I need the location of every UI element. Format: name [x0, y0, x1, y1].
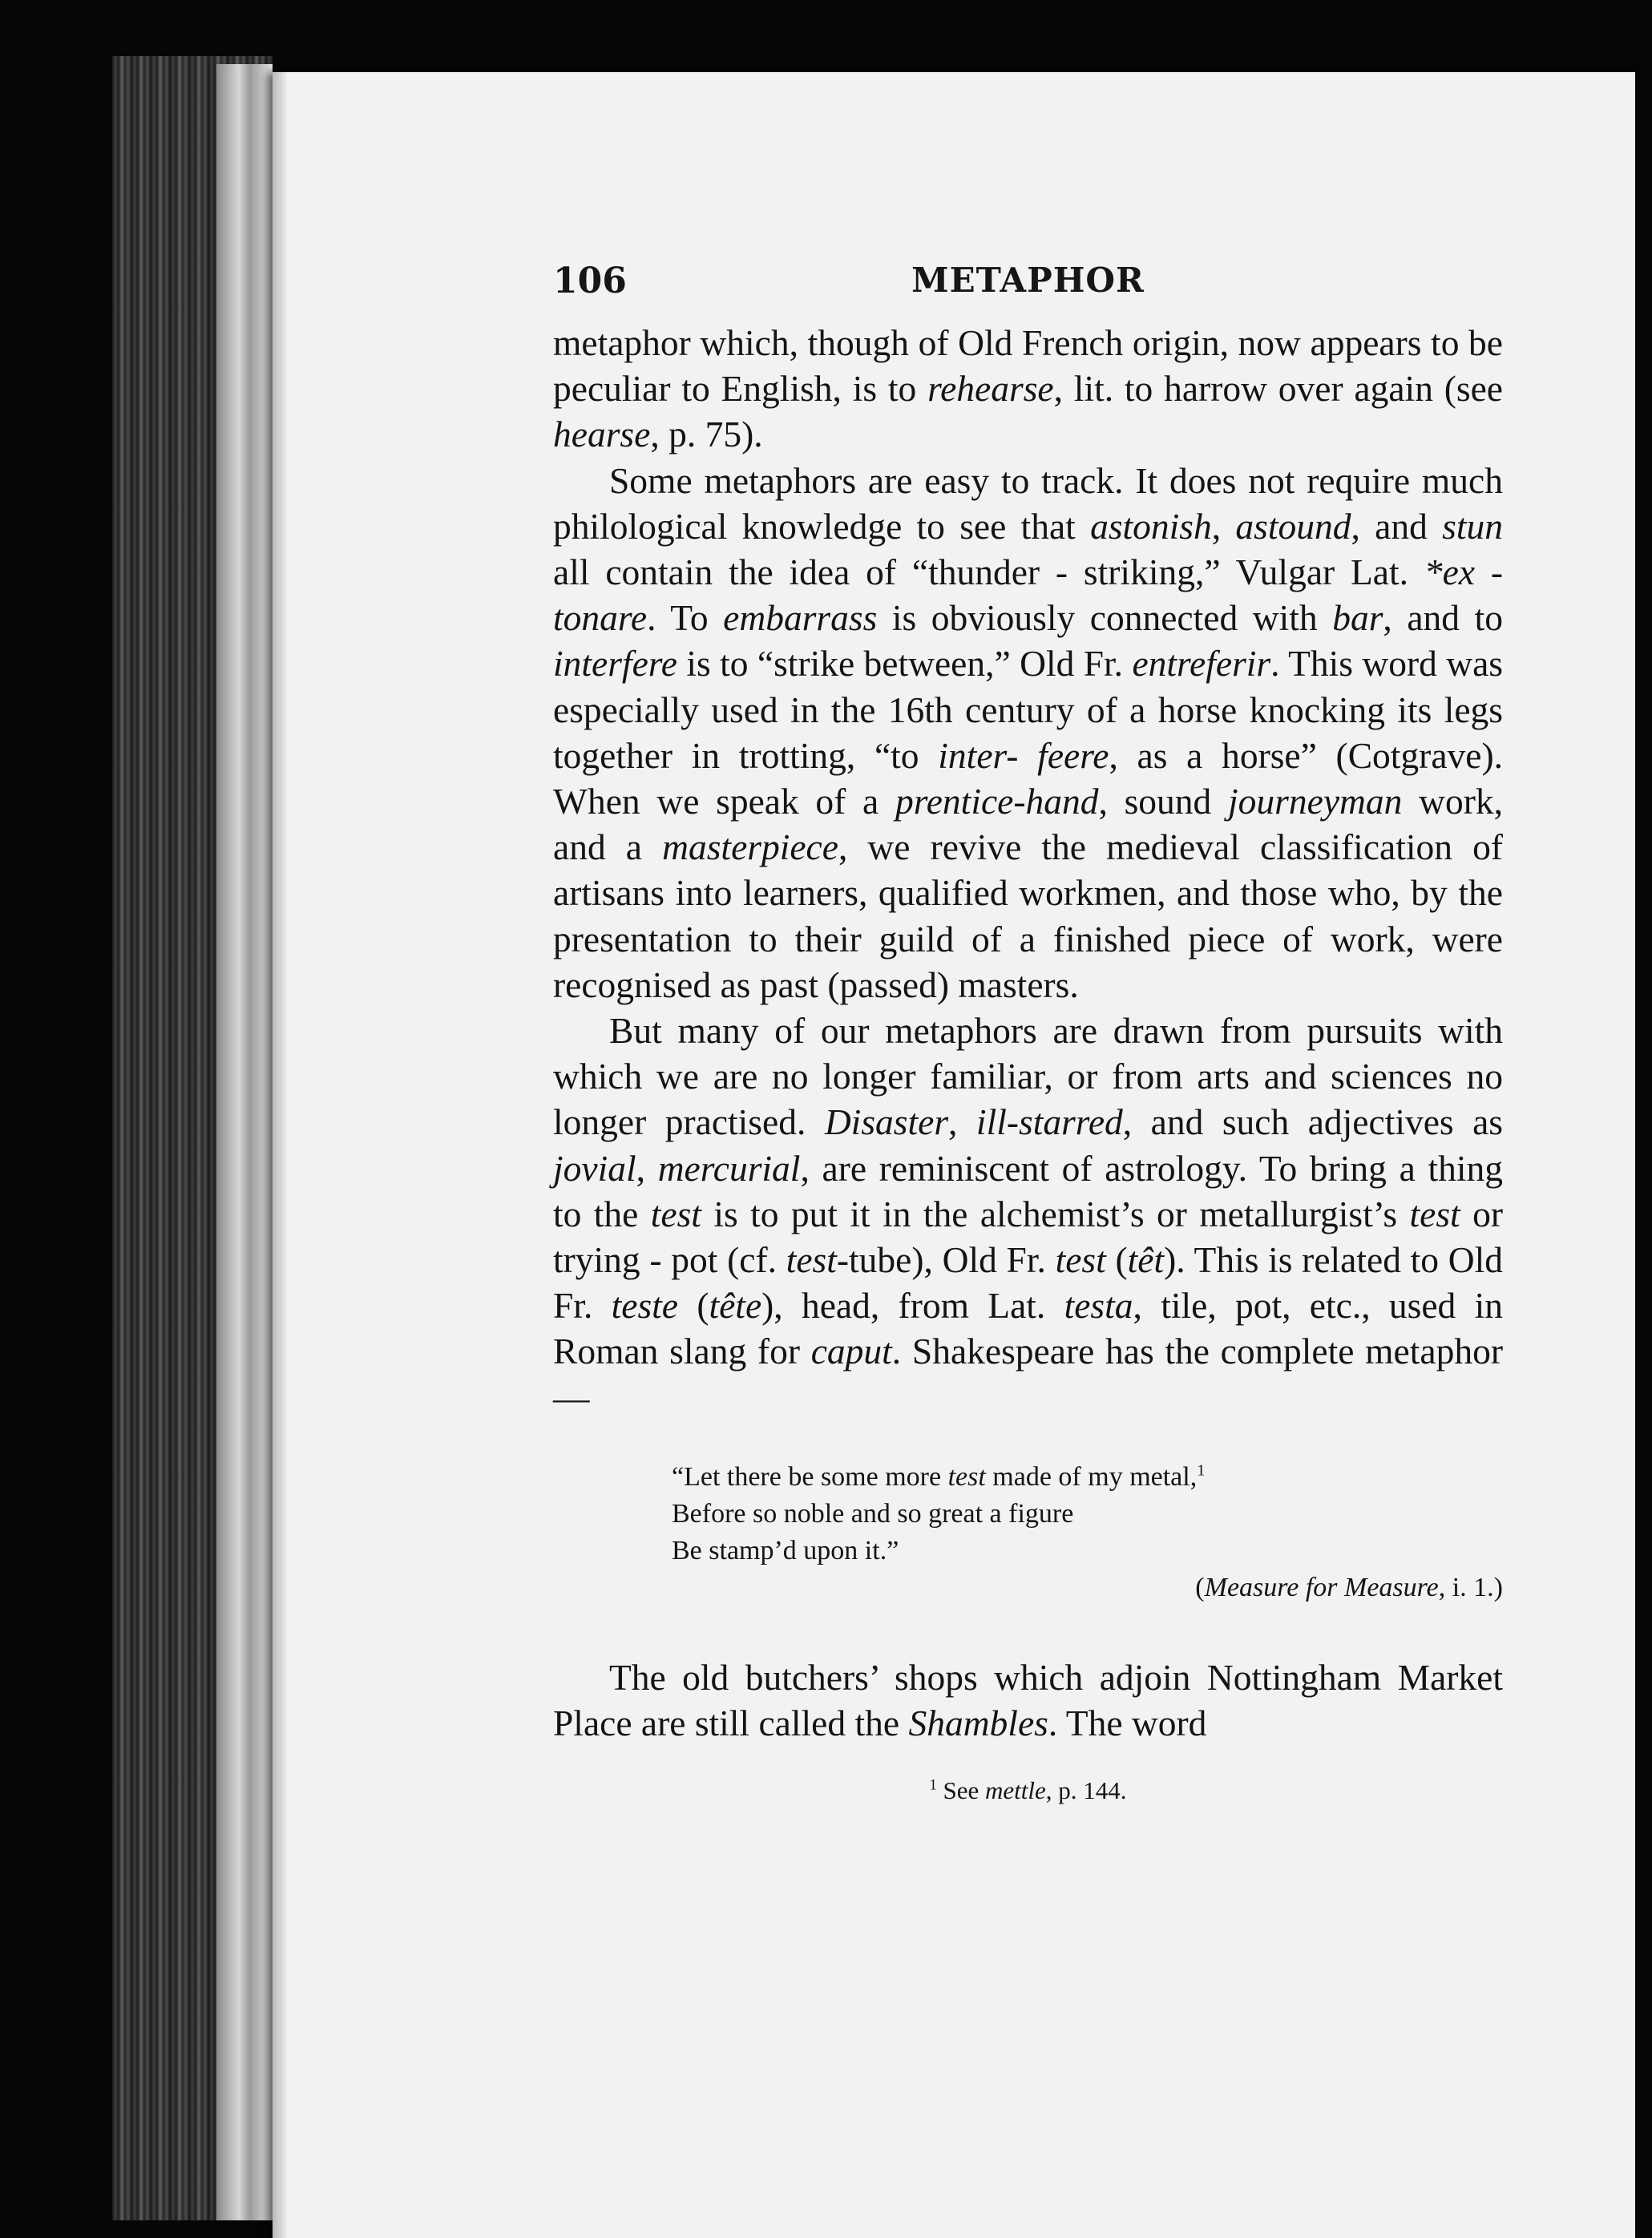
italic-run: mercurial — [657, 1147, 801, 1189]
italic-run: test — [1055, 1239, 1106, 1281]
italic-run: journeyman — [1228, 781, 1403, 822]
italic-run: teste — [611, 1285, 679, 1327]
italic-run: test — [1409, 1193, 1460, 1234]
text-run: , — [1211, 505, 1236, 547]
text-run: , are reminiscent of astrology. To bring a thing to the — [553, 1147, 1504, 1234]
quote-line-1 — [672, 1459, 1503, 1496]
page-title: METAPHOR — [911, 261, 1145, 300]
italic-run: astound — [1235, 505, 1351, 547]
quote-line-2: Before so noble and so great a figure — [672, 1498, 1074, 1529]
body-text-continued — [553, 1654, 1503, 1746]
text-run: -tube), Old Fr. — [836, 1239, 1056, 1281]
italic-run: astonish — [1090, 505, 1212, 547]
paragraph-1 — [553, 320, 1503, 458]
italic-run: test — [786, 1239, 837, 1281]
italic-run: hearse — [553, 414, 651, 455]
italic-run: embarrass — [723, 597, 878, 639]
quote-line-3: Be stamp’d upon it.” — [672, 1535, 899, 1565]
text-run: , tile, pot, etc., used in Roman slang for — [553, 1285, 1503, 1372]
text-run: , — [948, 1101, 976, 1143]
paragraph-3 — [553, 1008, 1503, 1420]
italic-run: testa — [1064, 1285, 1133, 1327]
italic-run: stun — [1442, 505, 1504, 547]
text-run: , as a horse” (Cotgrave). When we speak of a — [553, 734, 1504, 822]
italic-run: Disaster — [824, 1101, 949, 1143]
text-run: , and to — [1383, 597, 1503, 639]
italic-run: test — [650, 1193, 701, 1234]
text-run: , lit. to harrow over again (see — [1053, 368, 1503, 410]
text-run: “Let there be some more — [672, 1461, 948, 1492]
italic-run: masterpiece — [662, 826, 838, 868]
page-content — [553, 261, 1503, 1805]
text-run: , sound — [1098, 781, 1229, 822]
text-run: work, and a — [553, 781, 1503, 868]
italic-run: Measure for Measure — [1204, 1572, 1439, 1602]
footnote-marker: 1 — [929, 1776, 937, 1794]
text-run: , i. 1.) — [1438, 1572, 1503, 1602]
italic-run: test — [947, 1461, 986, 1492]
paragraph-2 — [553, 458, 1503, 1008]
paragraph-4 — [553, 1654, 1503, 1746]
text-run: all contain the idea of “thunder - striking,” Vulgar Lat. — [553, 551, 1424, 593]
text-run: ). This is related to Old Fr. — [553, 1239, 1503, 1327]
italic-run: entreferir — [1132, 643, 1271, 685]
text-run: , — [636, 1147, 658, 1189]
text-run: metaphor which, though of Old French origin, now appears to be peculiar to English, is to — [553, 322, 1503, 410]
italic-run: *ex - tonare — [553, 551, 1503, 639]
text-run: . Shakespeare has the complete metaphor— — [553, 1331, 1503, 1418]
italic-run: inter- feere — [938, 734, 1109, 776]
italic-run: prentice-hand — [895, 781, 1099, 822]
italic-run: mettle — [985, 1776, 1046, 1805]
footnote — [553, 1776, 1503, 1805]
text-run: , p. 144. — [1045, 1776, 1127, 1805]
text-run: But many of our metaphors are drawn from pursuits with which we are no longer familiar, or from arts and sciences no longer practised. — [553, 1010, 1503, 1143]
text-run: , p. 75). — [650, 414, 763, 455]
text-run: See — [936, 1776, 986, 1805]
running-head — [553, 261, 1503, 320]
book-spine-highlight — [216, 64, 273, 2220]
text-run: made of my metal, — [985, 1461, 1198, 1492]
text-run: , and — [1351, 505, 1443, 547]
text-run: . To — [647, 597, 724, 639]
page-sheet — [273, 72, 1635, 2238]
footnote-marker: 1 — [1197, 1461, 1206, 1480]
italic-run: ill-starred — [975, 1101, 1123, 1143]
italic-run: rehearse — [927, 368, 1054, 410]
text-run: is to put it in the alchemist’s or metallurgist’s — [701, 1193, 1410, 1234]
text-run: . This word was especially used in the 16th century of a horse knocking its legs together in trotting, “to — [553, 643, 1504, 776]
italic-run: bar — [1332, 597, 1383, 639]
text-run: . The word — [1048, 1703, 1207, 1744]
text-run: is obviously connected with — [877, 597, 1333, 639]
italic-run: têt — [1127, 1239, 1165, 1281]
text-run: , we revive the medieval classification of artisans into learners, qualified workmen, and those who, by the presentation to their guild of a finished piece of work, were recognised as past (passed) masters. — [553, 826, 1503, 1005]
italic-run: Shambles — [908, 1703, 1048, 1744]
block-quote — [672, 1459, 1503, 1606]
italic-run: caput — [810, 1331, 892, 1372]
body-text — [553, 320, 1503, 1420]
quote-citation — [672, 1569, 1503, 1606]
italic-run: interfere — [553, 643, 677, 685]
text-run: is to “strike between,” Old Fr. — [677, 643, 1133, 685]
text-run: Some metaphors are easy to track. It does not require much philological knowledge to see that — [553, 459, 1503, 547]
italic-run: jovial — [553, 1147, 636, 1189]
text-run: ( — [1105, 1239, 1128, 1281]
text-run: ), head, from Lat. — [761, 1285, 1064, 1327]
text-run: , and such adjectives as — [1122, 1101, 1504, 1143]
text-run: or trying - pot (cf. — [553, 1193, 1503, 1281]
italic-run: tête — [709, 1285, 762, 1327]
page-number: 106 — [553, 261, 627, 301]
text-run: ( — [678, 1285, 709, 1327]
text-run: ( — [1195, 1572, 1205, 1602]
text-run: The old butchers’ shops which adjoin Nottingham Market Place are still called the — [553, 1656, 1503, 1744]
